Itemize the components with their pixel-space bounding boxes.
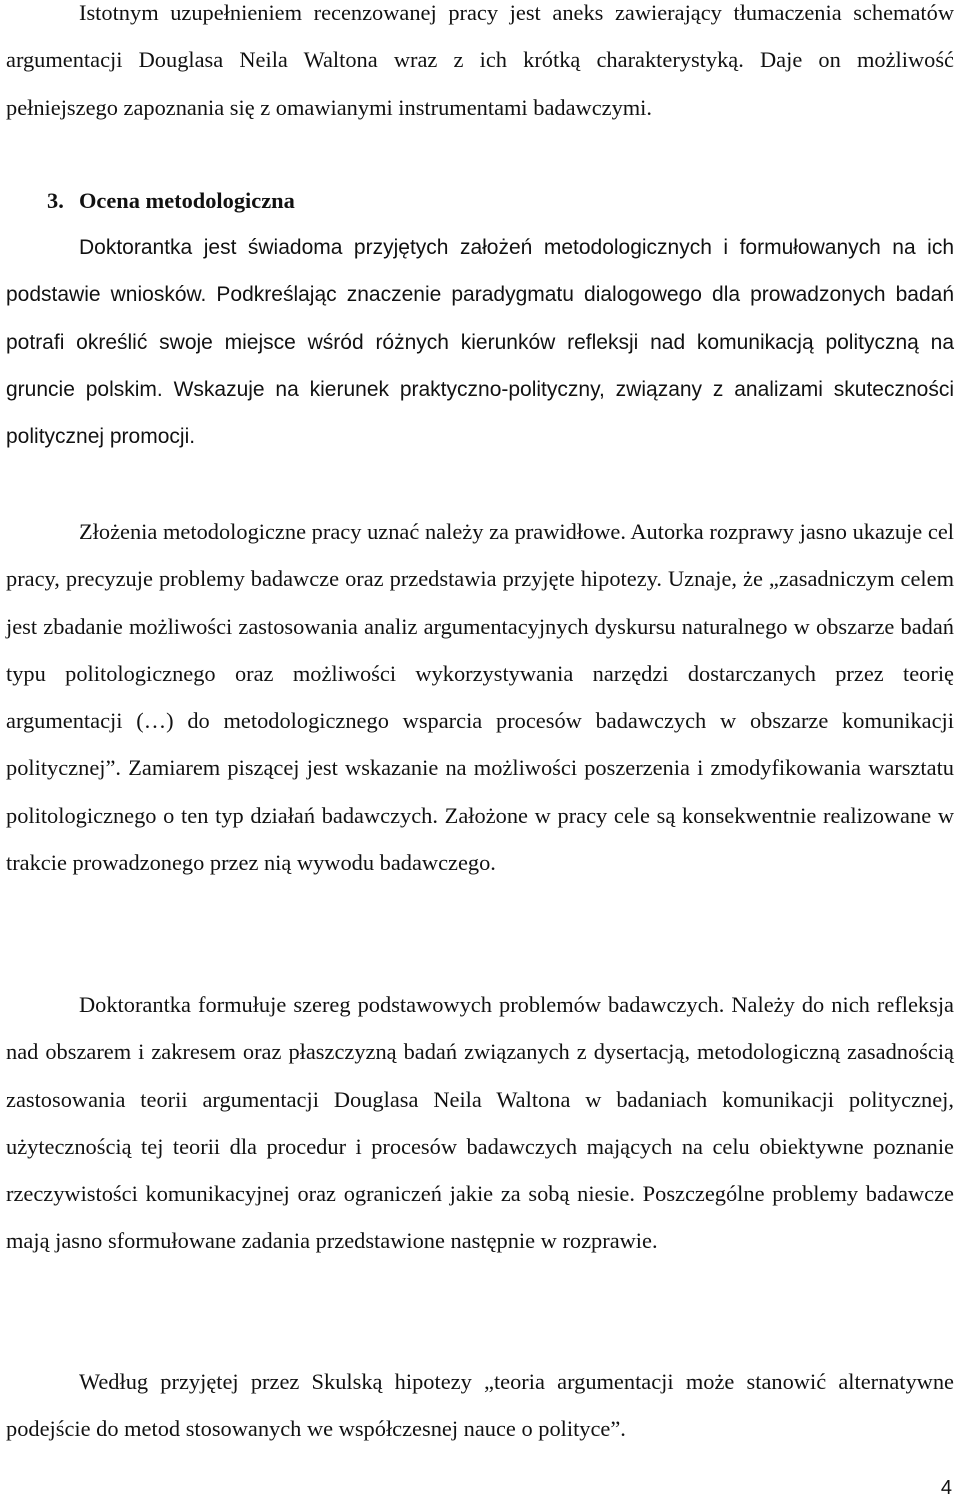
section-title: Ocena metodologiczna	[79, 188, 295, 213]
intro-paragraph: Istotnym uzupełnieniem recenzowanej pracy jest aneks zawierający tłumaczenia schematów argumentacji Douglasa Neila Waltona wraz z ich krótką charakterystyką. Daje on możliwość pełniejszego zapoznania się z omawianymi instrumentami badawczymi.	[6, 0, 954, 120]
section-number: 3.	[47, 188, 64, 213]
assumptions-paragraph: Złożenia metodologiczne pracy uznać należy za prawidłowe. Autorka rozprawy jasno ukazuje cel pracy, precyzuje problemy badawcze oraz przedstawia przyjęte hipotezy. Uznaje, że „zasadniczym celem jest zbadanie możliwości zastosowania analiz argumentacyjnych dyskursu naturalnego w obszarze badań typu politologicznego oraz możliwości wykorzystywania narzędzi dostarczanych przez teorię argumentacji (…) do metodologicznego wsparcia procesów badawczych w obszarze komunikacji politycznej”. Zamiarem piszącej jest wskazanie na możliwości poszerzenia i zmodyfikowania warsztatu politologicznego o ten typ działań badawczych. Założone w pracy cele są konsekwentnie realizowane w trakcie prowadzonego przez nią wywodu badawczego.	[6, 519, 954, 876]
section-heading	[47, 177, 295, 224]
methodology-paragraph: Doktorantka jest świadoma przyjętych założeń metodologicznych i formułowanych na ich podstawie wniosków. Podkreślając znaczenie paradygmatu dialogowego dla prowadzonych badań potrafi określić swoje miejsce wśród różnych kierunków refleksji nad komunikacją polityczną na gruncie polskim. Wskazuje na kierunek praktyczno-polityczny, związany z analizami skuteczności politycznej promocji.	[6, 236, 954, 449]
hypothesis-paragraph: Według przyjętej przez Skulską hipotezy „teoria argumentacji może stanowić alternatywne podejście do metod stosowanych we współczesnej nauce o polityce”.	[6, 1369, 954, 1442]
page-number: 4	[940, 1477, 952, 1499]
research-problems-paragraph: Doktorantka formułuje szereg podstawowych problemów badawczych. Należy do nich refleksja nad obszarem i zakresem oraz płaszczyzną badań związanych z dysertacją, metodologiczną zasadnością zastosowania teorii argumentacji Douglasa Neila Waltona w badaniach komunikacji politycznej, użytecznością tej teorii dla procedur i procesów badawczych mających na celu obiektywne poznanie rzeczywistości komunikacyjnej oraz ograniczeń jakie za sobą niesie. Poszczególne problemy badawcze mają jasno sformułowane zadania przedstawione następnie w rozprawie.	[6, 992, 954, 1254]
document-page	[6, 0, 954, 1509]
